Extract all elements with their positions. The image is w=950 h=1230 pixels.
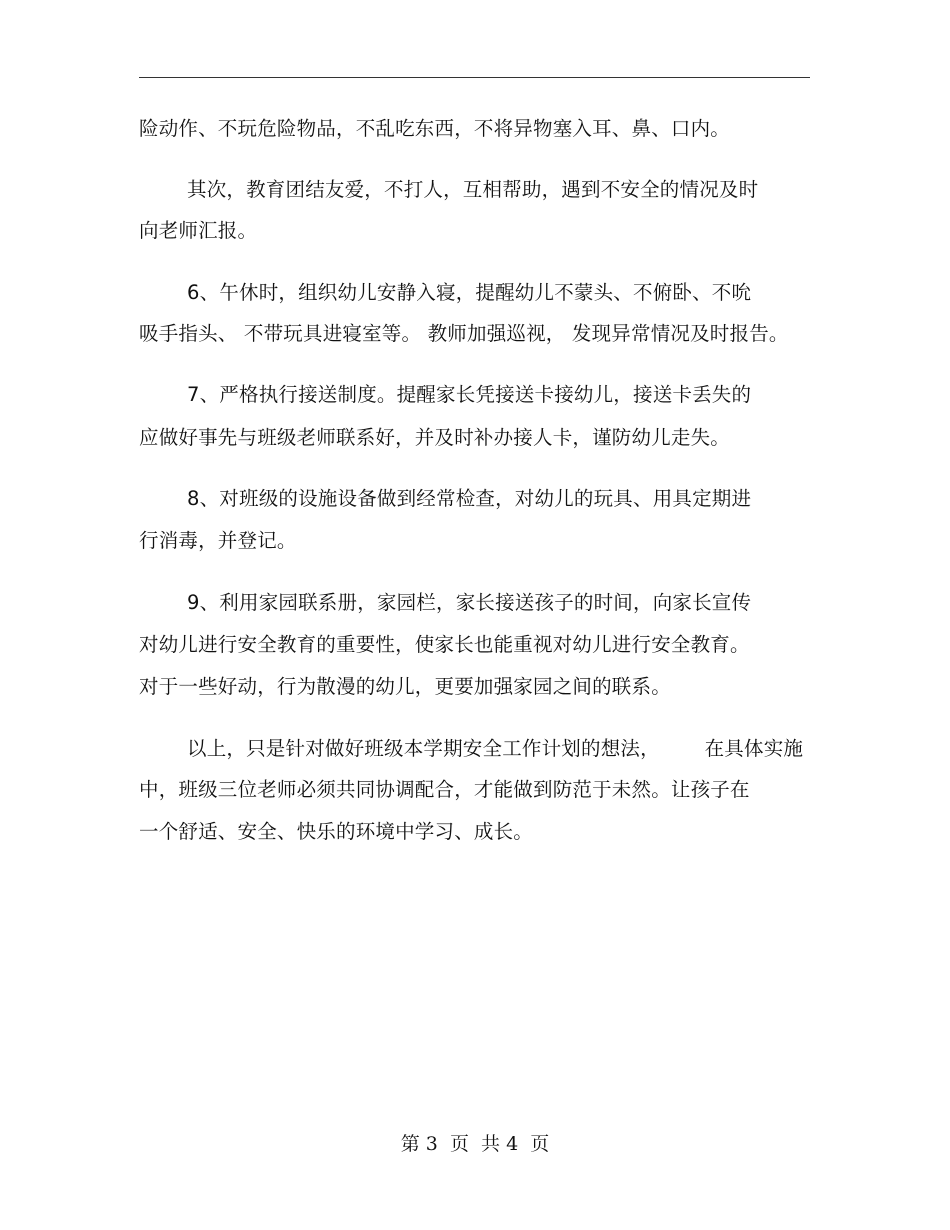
- text-line: 对幼儿进行安全教育的重要性，使家长也能重视对幼儿进行安全教育。: [139, 633, 750, 656]
- text-line: 行消毒，并登记。: [139, 529, 297, 552]
- text-line: 其次，教育团结友爱，不打人，互相帮助，遇到不安全的情况及时: [187, 178, 759, 201]
- text-line: 一个舒适、安全、快乐的环境中学习、成长。: [139, 820, 534, 843]
- text-line: 对于一些好动，行为散漫的幼儿，更要加强家园之间的联系。: [139, 675, 671, 698]
- text-line: 以上，只是针对做好班级本学期安全工作计划的想法， 在具体实施: [187, 737, 804, 760]
- page-number: 第 3 页 共 4 页: [400, 1133, 550, 1155]
- header-rule: [139, 77, 810, 78]
- text-line: 9、利用家园联系册，家园栏，家长接送孩子的时间，向家长宣传: [187, 591, 752, 614]
- text-line: 7、严格执行接送制度。提醒家长凭接送卡接幼儿，接送卡丢失的: [187, 383, 752, 406]
- text-line: 应做好事先与班级老师联系好，并及时补办接人卡，谨防幼儿走失。: [139, 426, 731, 449]
- text-line: 中，班级三位老师必须共同协调配合，才能做到防范于未然。让孩子在: [139, 778, 750, 801]
- text-line: 吸手指头、 不带玩具进寝室等。 教师加强巡视， 发现异常情况及时报告。: [139, 322, 789, 345]
- text-line: 向老师汇报。: [139, 219, 258, 242]
- text-line: 险动作、不玩危险物品，不乱吃东西，不将异物塞入耳、鼻、口内。: [139, 117, 731, 140]
- text-line: 8、对班级的设施设备做到经常检查，对幼儿的玩具、用具定期进: [187, 487, 752, 510]
- text-line: 6、午休时，组织幼儿安静入寝，提醒幼儿不蒙头、不俯卧、不吮: [187, 281, 752, 304]
